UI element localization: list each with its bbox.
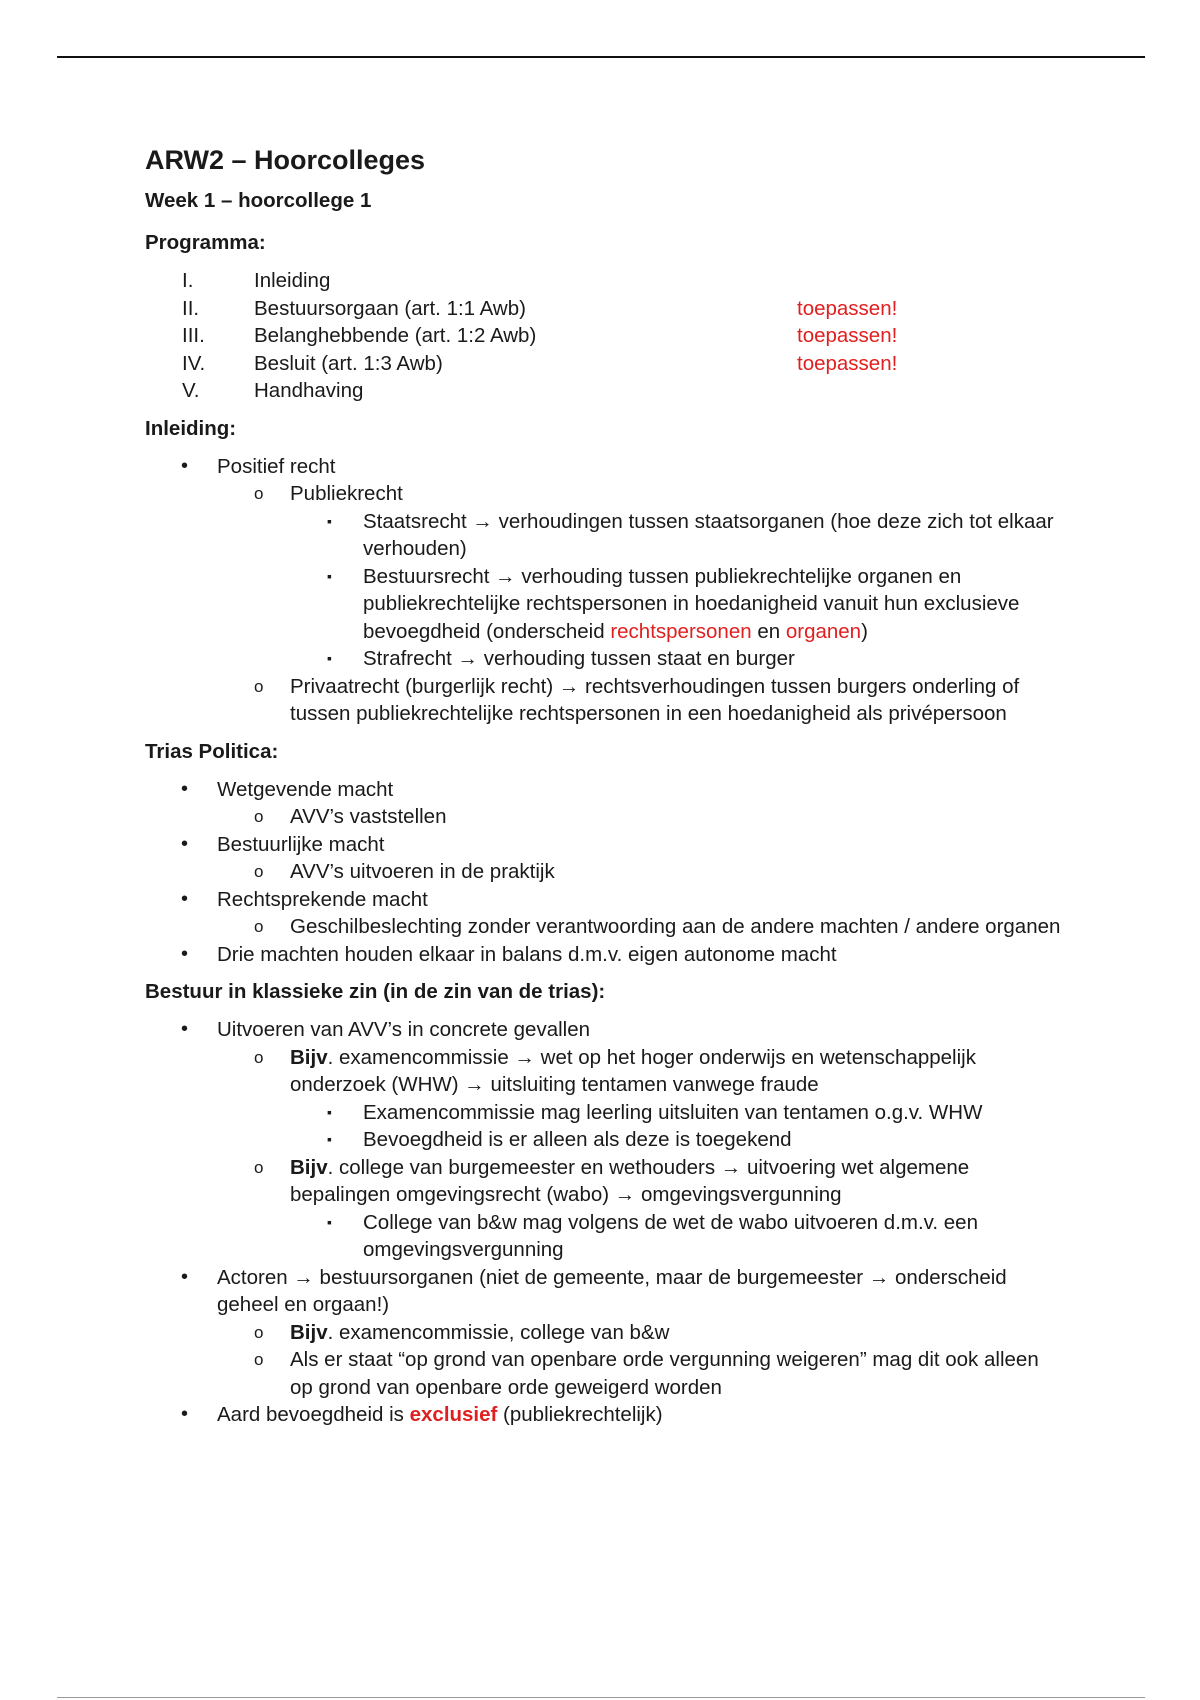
programma-item xyxy=(145,350,1065,378)
list-item: • Bestuurlijke macht xyxy=(145,831,1065,859)
bullet-circle-icon: o xyxy=(254,917,264,936)
bullet-square-icon: ▪ xyxy=(327,1131,332,1147)
programma-heading: Programma: xyxy=(145,231,266,254)
programma-text: Handhaving xyxy=(254,379,364,402)
bullet-square-icon: ▪ xyxy=(327,650,332,666)
bullet-square-icon: ▪ xyxy=(327,1213,332,1230)
document-body xyxy=(145,143,1065,1429)
list-item: o AVV’s vaststellen xyxy=(145,803,1065,831)
programma-item xyxy=(145,267,1065,295)
inleiding-heading: Inleiding: xyxy=(145,416,237,440)
programma-list xyxy=(145,267,1065,405)
programma-text: Besluit (art. 1:3 Awb) xyxy=(254,351,443,375)
bullet-disc-icon: • xyxy=(181,1265,189,1288)
top-rule xyxy=(57,56,1145,58)
list-item: ▪ Examencommissie mag leerling uitsluiten van tentamen o.g.v. WHW xyxy=(145,1099,1065,1127)
bullet-circle-icon: o xyxy=(254,484,264,503)
bullet-circle-icon: o xyxy=(254,1157,264,1177)
list-item: o Publiekrecht xyxy=(145,480,1065,508)
list-item: o AVV’s uitvoeren in de praktijk xyxy=(145,858,1065,886)
trias-list xyxy=(145,776,1065,969)
list-item: o Als er staat “op grond van openbare orde vergunning weigeren” mag dit ook alleen op grond van openbare orde geweigerd worden xyxy=(254,1348,1039,1399)
highlight-text: rechtspersonen xyxy=(610,619,752,643)
bullet-disc-icon: • xyxy=(181,777,189,800)
list-item: • Positief recht xyxy=(145,453,1065,481)
bullet-circle-icon: o xyxy=(254,1322,264,1342)
programma-note: toepassen! xyxy=(797,351,898,375)
bottom-rule xyxy=(57,1697,1145,1698)
bullet-square-icon: ▪ xyxy=(327,567,332,584)
bullet-circle-icon: o xyxy=(254,1350,264,1369)
list-item: • Actoren → bestuursorganen (niet de gemeente, maar de burgemeester → onderscheid geheel en orgaan!) xyxy=(181,1265,1007,1316)
programma-item xyxy=(145,322,1065,350)
bullet-disc-icon: • xyxy=(181,1403,189,1425)
bullet-disc-icon: • xyxy=(181,942,189,965)
inleiding-list xyxy=(145,453,1065,728)
bullet-square-icon: ▪ xyxy=(327,1103,332,1120)
list-item: o Privaatrecht (burgerlijk recht) → rechtsverhoudingen tussen burgers onderling of tussen publiekrechtelijke rechtspersonen in een hoedanigheid als privépersoon xyxy=(254,674,1020,725)
bullet-disc-icon: • xyxy=(181,832,189,855)
bullet-disc-icon: • xyxy=(181,887,189,910)
list-item: • Aard bevoegdheid is exclusief (publiekrechtelijk) xyxy=(145,1401,1065,1429)
programma-number: V. xyxy=(182,379,200,402)
list-item: ▪ Bevoegdheid is er alleen als deze is toegekend xyxy=(145,1126,1065,1154)
list-item: • Drie machten houden elkaar in balans d.m.v. eigen autonome macht xyxy=(145,941,1065,969)
highlight-text: organen xyxy=(785,619,862,643)
programma-item xyxy=(145,295,1065,323)
bullet-circle-icon: o xyxy=(254,807,264,826)
programma-item xyxy=(145,377,1065,405)
bullet-circle-icon: o xyxy=(254,862,264,881)
list-item: • Wetgevende macht xyxy=(145,776,1065,804)
programma-number: II. xyxy=(182,296,200,320)
list-item: o Geschilbeslechting zonder verantwoording aan de andere machten / andere organen xyxy=(145,913,1065,941)
bullet-disc-icon: • xyxy=(181,454,189,477)
programma-note: toepassen! xyxy=(797,324,898,347)
list-item: ▪ Staatsrecht → verhoudingen tussen staatsorganen (hoe deze zich tot elkaar verhouden) xyxy=(327,509,1054,560)
bestuur-heading: Bestuur in klassieke zin (in de zin van de trias): xyxy=(145,980,606,1003)
list-item: • Uitvoeren van AVV’s in concrete gevallen xyxy=(145,1016,1065,1044)
list-item: ▪ College van b&w mag volgens de wet de wabo uitvoeren d.m.v. een omgevingsvergunning xyxy=(327,1210,978,1261)
bullet-square-icon: ▪ xyxy=(327,512,332,529)
list-item: o Bijv. college van burgemeester en wethouders → uitvoering wet algemene bepalingen omgevingsrecht (wabo) → omgevingsvergunning xyxy=(254,1155,970,1206)
list-item: o Bijv. examencommissie → wet op het hoger onderwijs en wetenschappelijk onderzoek (WHW) → uitsluiting tentamen vanwege fraude xyxy=(254,1045,976,1096)
programma-number: III. xyxy=(182,324,205,347)
highlight-text: exclusief xyxy=(409,1403,498,1426)
list-item: • Rechtsprekende macht xyxy=(145,886,1065,914)
list-item: ▪ Strafrecht → verhouding tussen staat en burger xyxy=(145,645,1065,673)
bullet-disc-icon: • xyxy=(181,1018,189,1040)
week-heading: Week 1 – hoorcollege 1 xyxy=(145,189,372,212)
programma-text: Belanghebbende (art. 1:2 Awb) xyxy=(254,324,537,347)
programma-number: IV. xyxy=(182,351,206,375)
list-item: o Bijv. examencommissie, college van b&w xyxy=(145,1319,1065,1347)
bullet-circle-icon: o xyxy=(254,1047,264,1067)
trias-heading: Trias Politica: xyxy=(145,739,279,763)
document-title: ARW2 – Hoorcolleges xyxy=(145,145,426,175)
programma-note: toepassen! xyxy=(797,296,898,320)
programma-text: Inleiding xyxy=(254,269,331,292)
list-item: ▪ Bestuursrecht → verhouding tussen publiekrechtelijke organen en publiekrechtelijke rechtspersonen in hoedanigheid vanuit hun exclusieve bevoegdheid (onderscheid rechtspersonen en organen) xyxy=(327,564,1020,643)
bestuur-list xyxy=(145,1016,1065,1429)
bullet-circle-icon: o xyxy=(254,676,264,696)
programma-text: Bestuursorgaan (art. 1:1 Awb) xyxy=(254,296,526,320)
programma-number: I. xyxy=(182,269,194,292)
